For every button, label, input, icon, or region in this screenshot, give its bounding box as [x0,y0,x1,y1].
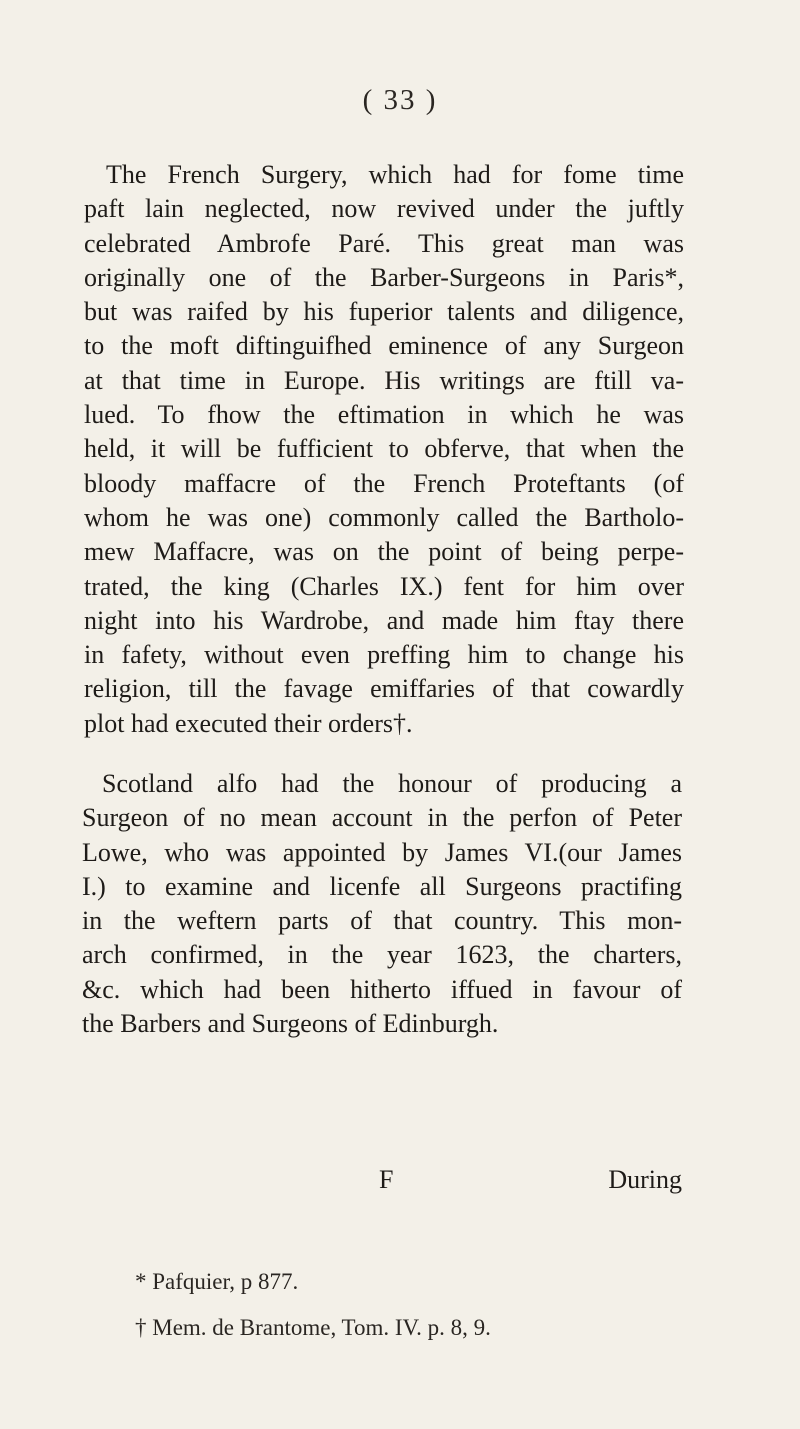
text-line: originally one of the Barber-Surgeons in Paris*, [84,262,684,292]
text-line: I.) to examine and licenfe all Surgeons practifing [82,871,682,901]
footnote: * Pafquier, p 877. [135,1269,299,1294]
footnotes [135,1259,491,1351]
paragraph-scotland [82,767,682,1041]
text-line: held, it will be fufficient to obferve, that when the [84,434,684,464]
text-line: night into his Wardrobe, and made him ftay there [84,605,684,635]
text-line: paft lain neglected, now revived under the juftly [84,194,684,224]
text-line: Scotland alfo had the honour of producing a [102,769,682,798]
footnote: † Mem. de Brantome, Tom. IV. p. 8, 9. [135,1315,491,1340]
text-line: Surgeon of no mean account in the perfon of Peter [82,803,682,833]
text-line: whom he was one) commonly called the Bartholo- [84,502,684,532]
text-line: the Barbers and Surgeons of Edinburgh. [82,1009,499,1039]
text-line: to the moft diftinguifhed eminence of any Surgeon [84,331,684,361]
text-line: trated, the king (Charles IX.) fent for him over [84,571,684,601]
text-line: The French Surgery, which had for fome time [106,160,684,189]
text-line: mew Maffacre, was on the point of being perpe- [84,537,684,567]
signature-mark: F [379,1165,394,1194]
catchword: During [608,1165,682,1194]
text-line: Lowe, who was appointed by James VI.(our James [82,837,682,867]
text-line: at that time in Europe. His writings are ftill va- [84,365,684,395]
text-line: bloody maffacre of the French Proteftants (of [84,468,684,498]
page-footer-row [82,1165,682,1199]
text-line: celebrated Ambrofe Paré. This great man was [84,228,684,258]
text-line: but was raifed by his fuperior talents and diligence, [84,297,684,327]
text-line: religion, till the favage emiffaries of that cowardly [84,674,684,704]
text-line: &c. which had been hitherto iffued in favour of [82,974,682,1004]
text-line: lued. To fhow the eftimation in which he was [84,400,684,430]
text-line: in fafety, without even preffing him to change his [84,640,684,670]
text-line: in the weftern parts of that country. This mon- [82,906,682,936]
page-number: ( 33 ) [362,84,438,116]
text-line: plot had executed their orders†. [84,708,413,738]
paragraph-french-surgery [84,158,684,741]
text-line: arch confirmed, in the year 1623, the charters, [82,940,682,970]
